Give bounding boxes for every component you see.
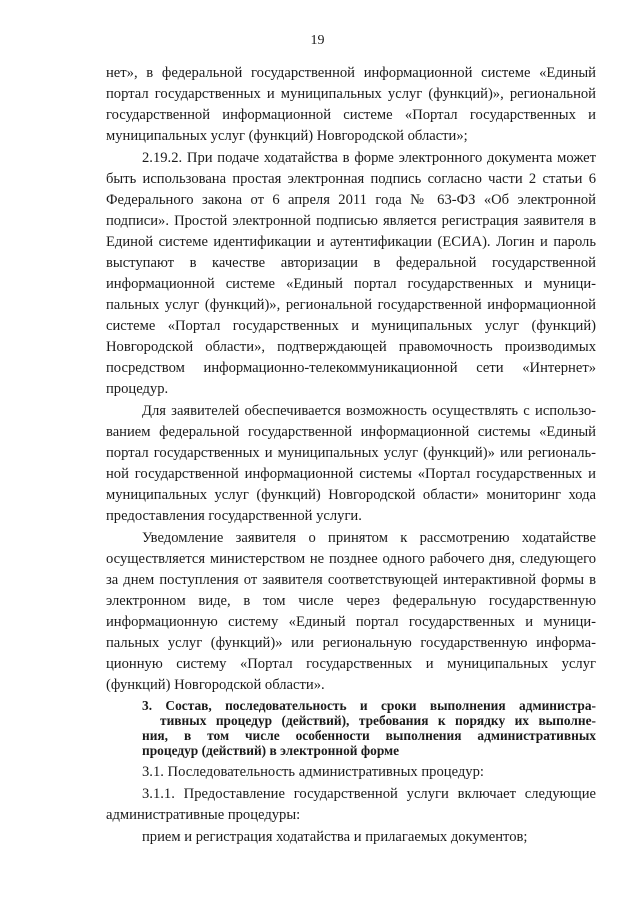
paragraph-3-line-4: ной государственной информационной системы «Портал государственных и <box>106 466 596 482</box>
paragraph-2-line-11: посредством информационно-телекоммуникационной сети «Интернет» <box>106 360 596 376</box>
item-3-1: 3.1. Последовательность административных процедур: <box>142 764 484 780</box>
item-3-1-1-line-1: 3.1.1. Предоставление государственной услуги включает следующие <box>142 786 596 802</box>
paragraph-2-line-3: Федерального закона от 6 апреля 2011 года № 63-ФЗ «Об электронной <box>106 192 596 208</box>
paragraph-2-line-12: процедур. <box>106 381 169 397</box>
paragraph-4-line-6: пальных услуг (функций)» или региональную государственную информа- <box>106 635 596 651</box>
paragraph-2-line-5: Единой системе идентификации и аутентификации (ЕСИА). Логин и пароль <box>106 234 596 250</box>
paragraph-2-line-7: информационной системе «Единый портал государственных и муници- <box>106 276 596 292</box>
paragraph-1-line-3: государственной информационной системе «Портал государственных и <box>106 107 596 123</box>
paragraph-4-line-1: Уведомление заявителя о принятом к рассмотрению ходатайстве <box>142 530 596 546</box>
section-heading-line-3: ния, в том числе особенности выполнения административных <box>142 728 596 743</box>
section-heading-line-2: тивных процедур (действий), требования к порядку их выполне- <box>160 713 596 728</box>
paragraph-2-line-1: 2.19.2. При подаче ходатайства в форме электронного документа может <box>142 150 596 166</box>
paragraph-4-line-4: электронном виде, в том числе через федеральную государственную <box>106 593 596 609</box>
paragraph-1-line-2: портал государственных и муниципальных услуг (функций)», региональной <box>106 86 596 102</box>
paragraph-2-line-8: пальных услуг (функций)», региональной государственной информационной <box>106 297 596 313</box>
paragraph-3-line-3: портал государственных и муниципальных услуг (функций)» или региональ- <box>106 445 596 461</box>
section-heading-line-4: процедур (действий) в электронной форме <box>142 743 400 758</box>
page-number: 19 <box>310 33 325 48</box>
paragraph-4-line-2: осуществляется министерством не позднее одного рабочего дня, следующего <box>106 551 596 567</box>
paragraph-2-line-2: быть использована простая электронная подпись согласно части 2 статьи 6 <box>106 171 596 187</box>
paragraph-4-line-5: информационную систему «Единый портал государственных и муници- <box>106 614 596 630</box>
paragraph-3-line-2: ванием федеральной государственной информационной системы «Единый <box>106 424 596 440</box>
paragraph-2-line-6: выступают в качестве авторизации в федеральной государственной <box>106 255 596 271</box>
paragraph-2-line-9: системе «Портал государственных и муниципальных услуг (функций) <box>106 318 596 334</box>
paragraph-3-line-5: муниципальных услуг (функций) Новгородской области» мониторинг хода <box>106 487 596 503</box>
paragraph-2-line-4: подписи». Простой электронной подписью является регистрация заявителя в <box>106 213 596 229</box>
paragraph-1-line-1: нет», в федеральной государственной информационной системе «Единый <box>106 65 596 81</box>
section-heading-line-1: 3. Состав, последовательность и сроки выполнения администра- <box>142 698 596 713</box>
paragraph-1-line-4: муниципальных услуг (функций) Новгородской области»; <box>106 128 468 144</box>
paragraph-3-line-6: предоставления государственной услуги. <box>106 508 362 524</box>
paragraph-3-line-1: Для заявителей обеспечивается возможность осуществлять с использо- <box>142 403 596 419</box>
paragraph-4-line-8: (функций) Новгородской области». <box>106 677 325 693</box>
paragraph-2-line-10: Новгородской области», подтверждающей правомочность производимых <box>106 339 596 355</box>
procedure-list-item: прием и регистрация ходатайства и прилагаемых документов; <box>142 829 528 845</box>
paragraph-4-line-7: ционную систему «Портал государственных и муниципальных услуг <box>106 656 596 672</box>
item-3-1-1-line-2: административные процедуры: <box>106 807 301 823</box>
paragraph-4-line-3: за днем поступления от заявителя соответствующей интерактивной формы в <box>106 572 596 588</box>
